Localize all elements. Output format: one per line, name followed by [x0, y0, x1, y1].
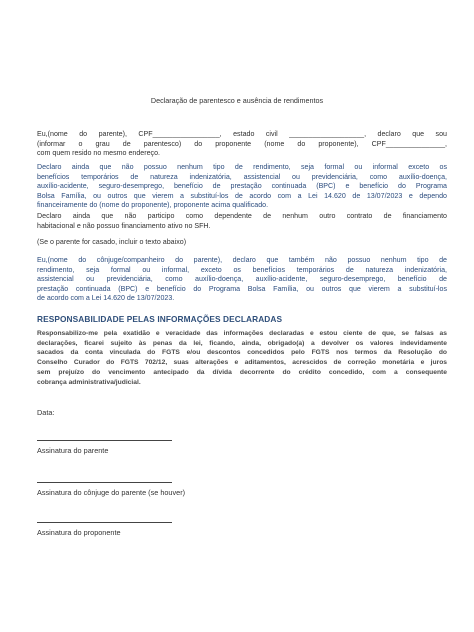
paragraph-line: Declaro ainda que não possuo nenhum tipo de rendimento, seja formal ou informal exceto os [37, 163, 447, 171]
paragraph-line: de acordo com a Lei 14.620 de 13/07/2023. [37, 294, 175, 303]
paragraph-line: benefícios temporários de natureza indenizatória, assistencial ou previdenciária, como auxílio-doença, [37, 172, 447, 181]
paragraph-parent-declaration [37, 130, 447, 159]
responsibility-heading: RESPONSABILIDADE PELAS INFORMAÇÕES DECLARADAS [37, 314, 283, 324]
signature-label-spouse: Assinatura do cônjuge do parente (se houver) [37, 488, 186, 497]
paragraph-line: Conselho Curador do FGTS 702/12, suas alterações e aditamentos, acrescidos de correção monetária e juros [37, 359, 447, 367]
responsibility-paragraph [37, 329, 447, 387]
signature-line-proponent[interactable] [37, 522, 172, 523]
paragraph-line: assistencial ou previdenciária, como auxílio-doença, auxílio-acidente, seguro-desemprego, benefício de [37, 275, 447, 284]
signature-line-parent[interactable] [37, 440, 172, 441]
paragraph-line: Responsabilizo-me pela exatidão e veracidade das informações declaradas e estou ciente de que, se falsas as [37, 330, 447, 337]
signature-label-parent: Assinatura do parente [37, 446, 109, 455]
date-label: Data: [37, 408, 55, 417]
signature-label-proponent: Assinatura do proponente [37, 528, 121, 537]
paragraph-line: declarações, ficarei sujeito às penas da lei, ficando, ainda, obrigado(a) a devolver os valores indevidamente [37, 339, 447, 347]
paragraph-line: sem prejuízo do vencimento antecipado da dívida decorrente do crédito concedido, com a consequente [37, 368, 447, 376]
paragraph-line: Bolsa Família, ou outros que vierem a substituí-los de acordo com a Lei 14.620 de 13/07/2023 e dependo [37, 191, 447, 200]
paragraph-spouse-declaration [37, 256, 447, 304]
paragraph-line: financeiramente do (nome do proponente), proponente acima qualificado. [37, 201, 269, 210]
paragraph-line: Eu,(nome do parente), CPF_________________, estado civil ___________________, declaro que sou [37, 130, 447, 138]
paragraph-no-income [37, 163, 447, 211]
married-note: (Se o parente for casado, incluir o texto abaixo) [37, 238, 187, 246]
signature-line-spouse[interactable] [37, 482, 172, 483]
paragraph-no-dependent [37, 212, 447, 231]
paragraph-line: Declaro ainda que não participo como dependente de nenhum outro contrato de financiamento [37, 212, 447, 220]
paragraph-line: com quem resido no mesmo endereço. [37, 149, 161, 158]
paragraph-line: prestação continuada (BPC) e benefício do Programa Bolsa Família, ou outros que vierem a substituí-los [37, 284, 447, 293]
paragraph-line: auxílio-acidente, seguro-desemprego, benefício de prestação continuada (BPC) e benefício do Programa [37, 182, 447, 191]
paragraph-line: cobrança administrativa/judicial. [37, 378, 141, 386]
paragraph-line: (informar o grau de parentesco) do proponente (nome do proponente), CPF_______________, [37, 139, 447, 148]
paragraph-line: rendimento, seja formal ou informal, exceto os benefícios temporários de natureza indenizatória, [37, 265, 447, 274]
document-title: Declaração de parentesco e ausência de rendimentos [150, 96, 324, 105]
paragraph-line: sacados da conta vinculada do FGTS e/ou descontos concedidos pelo FGTS nos termos da Resolução do [37, 349, 447, 357]
paragraph-line: Eu,(nome do cônjuge/companheiro do parente), declaro que também não possuo nenhum tipo de [37, 256, 447, 264]
paragraph-line: habitacional e não possuo financiamento ativo no SFH. [37, 221, 211, 230]
